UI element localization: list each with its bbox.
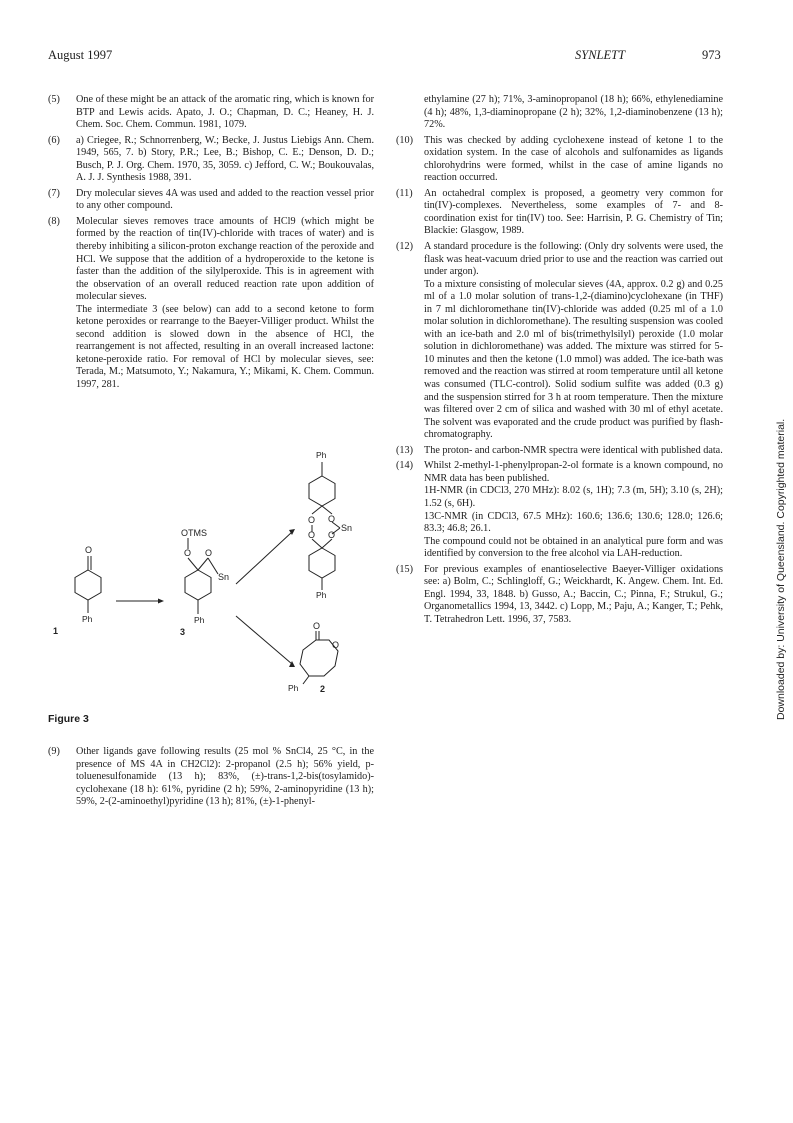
dimer-oxygen-label-c: O <box>308 530 316 540</box>
compound-3-oxygen-label-b: O <box>205 548 213 558</box>
compound-3-oxygen-label-a: O <box>184 548 192 558</box>
reference-text: Molecular sieves removes trace amounts of HCl9 (which might be formed by the reaction of tin(IV)-chloride with traces of water) and is thereby inhibiting a silicon-proton exchange reaction of the peroxide and HCl. We suppose that the addition of a hydroperoxide to the ketone is faster than the addition of the silylperoxide. This is in agreement with the observation of an overall reduced reaction rate upon addition of molecular sieves. <box>76 215 374 303</box>
compound-3-otms-label: OTMS <box>181 528 207 538</box>
right-column-references <box>396 94 723 629</box>
compound-2-phenyl-label: Ph <box>288 683 299 693</box>
left-column-references-continued <box>48 746 374 812</box>
reference-text: Other ligands gave following results (25 mol % SnCl4, 25 °C, in the presence of MS 4A in CH2Cl2): 2-propanol (2.5 h); 56% yield, p-toluenesulfonamide (13 h); 83%, (±)-trans-1,2-bis(tosylamido)-cyclohexane (18 h): 61%, pyridine (2 h); 59%, 2-aminopyridine (13 h); 59%, 2-(2-aminoethyl)pyridine (13 h); 81%, (±)-1-phenyl- <box>76 746 374 808</box>
reference-number: (5) <box>48 94 60 105</box>
dimer-tin-label: Sn <box>341 523 353 533</box>
reference-text: The intermediate 3 (see below) can add to a second ketone to form ketone peroxides or rearrange to the Baeyer-Villiger product. Whilst the second addition is slowed down in the absence of HCl, the rearrangement is not affected, resulting in an overall increased lactone: ketone-peroxide ratio. For removal of HCl by molecular sieves, see: Terada, M.; Matsumoto, Y.; Nakamura, Y.; Mikami, K. Chem. Commun. 1997, 281. <box>76 303 374 391</box>
peroxide-dimer-structure <box>309 462 340 590</box>
reference-number: (10) <box>396 134 413 146</box>
left-column-references <box>48 94 374 395</box>
reference-item <box>396 241 723 442</box>
reference-text: Whilst 2-methyl-1-phenylpropan-2-ol formate is a known compound, no NMR data has been published. <box>424 460 723 484</box>
compound-1-number: 1 <box>53 626 59 636</box>
compound-1-structure <box>75 556 101 613</box>
reference-text: The compound could not be obtained in an analytical pure form and was identified by conversion to the free alcohol via LAH-reduction. <box>424 535 723 560</box>
reference-text: To a mixture consisting of molecular sieves (4A, approx. 0.2 g) and 0.25 ml of a 1.0 molar solution of trans-1,2-(diamino)cyclohexane (in THF) in 7 ml dichloromethane tin(IV)-chloride was added (0.25 ml of a 1.0 molar solution in dichloromethane). The resulting suspension was cooled with an ice-bath and 2.0 ml of bis(trimethylsilyl) peroxide (1.0 molar solution in dichloromethane) was added. The mixture was stirred for 5-10 minutes and then the ketone (1.0 mmol) was added. The ice-bath was removed and the reaction was stirred at room temperature until all ketone was consumed (TLC-control). Solid sodium sulfite was added (0.3 g) and the suspension stirred for 3 h at room temperature. Then the mixture was filtered over 2 cm of silica and washed with 30 ml of ethyl acetate. The solvent was evaporated and the crude product was purified by flash-chromatography. <box>424 278 724 441</box>
dimer-top-phenyl-label: Ph <box>316 452 327 460</box>
compound-1-phenyl-label: Ph <box>82 614 93 624</box>
reference-number: (11) <box>396 187 413 199</box>
reaction-arrow-to-peroxide <box>236 532 292 584</box>
reference-item <box>48 135 374 185</box>
download-note: Downloaded by: University of Queensland. Copyrighted material. <box>775 418 787 720</box>
reference-text: Dry molecular sieves 4A was used and added to the reaction vessel prior to any other compound. <box>76 187 374 212</box>
reference-text: ethylamine (27 h); 71%, 3-aminopropanol (18 h); 66%, ethylenediamine (4 h); 48%, 1,3-diaminopropane (2 h); 32%, 1,2-diaminobenzene (13 h); 72%. <box>424 94 723 131</box>
dimer-oxygen-label-a: O <box>308 515 316 525</box>
reference-number: (12) <box>396 241 413 253</box>
compound-1-oxygen-label: O <box>85 545 93 555</box>
reference-item <box>48 746 374 809</box>
reference-text: A standard procedure is the following: (Only dry solvents were used, the flask was heat-vacuum dried prior to use and the reaction was carried out under argon). <box>424 241 723 278</box>
header-journal: SYNLETT <box>575 48 626 62</box>
compound-2-number: 2 <box>320 684 326 694</box>
reference-number: (8) <box>48 215 60 227</box>
reference-number: (15) <box>396 563 413 575</box>
reference-item <box>396 135 723 185</box>
compound-2-ring-oxygen-label: O <box>332 640 340 650</box>
reference-item <box>396 445 723 458</box>
dimer-oxygen-label-d: O <box>328 530 336 540</box>
reference-text: 1H-NMR (in CDCl3, 270 MHz): 8.02 (s, 1H); 7.3 (m, 5H); 3.10 (s, 2H); 1.52 (s, 6H). <box>424 485 723 509</box>
reference-number: (7) <box>48 187 60 199</box>
compound-2-carbonyl-oxygen-label: O <box>313 621 321 631</box>
reaction-arrow-to-lactone <box>236 616 292 664</box>
reference-item <box>396 94 723 132</box>
compound-3-phenyl-label: Ph <box>194 615 205 625</box>
reference-text: One of these might be an attack of the aromatic ring, which is known for BTP and Lewis acids. Apato, J. O.; Chapman, D. C.; Heaney, H. J. Chem. Soc. Chem. Commun. 1981, 1079. <box>76 94 374 131</box>
header-page-number: 973 <box>702 48 721 62</box>
figure-3-scheme <box>48 452 378 702</box>
compound-2-structure <box>300 631 338 684</box>
reference-number: (13) <box>396 444 413 456</box>
reference-item <box>48 216 374 392</box>
reference-number: (14) <box>396 460 413 472</box>
reference-text: For previous examples of enantioselective Baeyer-Villiger oxidations see: a) Bolm, C.; Schlingloff, G.; Weickhardt, K. Angew. Chem. Int. Ed. Engl. 1994, 33, 1848. b) Gusso, A.; Baccin, C.; Pinna, F.; Strukul, G.; Organometallics 1994, 13, 3442. c) Lopp, M.; Paju, A.; Kanger, T.; Pehk, T. Tetrahedron Lett. 1996, 37, 7583. <box>424 563 723 625</box>
reference-text: 13C-NMR (in CDCl3, 67.5 MHz): 160.6; 136.6; 130.6; 128.0; 126.6; 83.3; 46.8; 26.1. <box>424 510 723 535</box>
reference-text: The proton- and carbon-NMR spectra were identical with published data. <box>424 444 723 456</box>
compound-3-number: 3 <box>180 627 186 637</box>
dimer-oxygen-label-b: O <box>328 514 336 524</box>
reference-text: An octahedral complex is proposed, a geometry very common for tin(IV)-complexes. Nevertheless, some examples of 7- and 8-coordination exist for tin(IV) too. See: Harrisin, P. G. Chemistry of Tin; Blackie: Glasgow, 1989. <box>424 187 723 237</box>
reference-item <box>48 94 374 132</box>
reference-number: (9) <box>48 746 60 757</box>
reference-item <box>48 188 374 213</box>
figure-3-caption: Figure 3 <box>48 713 89 725</box>
compound-3-tin-label: Sn <box>218 572 230 582</box>
reference-item <box>396 188 723 238</box>
reference-number: (6) <box>48 134 60 146</box>
reference-text: a) Criegee, R.; Schnorrenberg, W.; Becke, J. Justus Liebigs Ann. Chem. 1949, 565, 7. b) Story, P.R.; Lee, B.; Bishop, C. E.; Denson, D. D.; Busch, P. J. Org. Chem. 1970, 35, 3059. c) Jefford, C. W.; Boukouvalas, A. J. J. Synthesis 1988, 391. <box>76 134 374 184</box>
reference-item <box>396 564 723 627</box>
dimer-bottom-phenyl-label: Ph <box>316 590 327 600</box>
reference-item <box>396 460 723 560</box>
header-date: August 1997 <box>48 48 113 62</box>
reference-text: This was checked by adding cyclohexene instead of ketone 1 to the oxidation system. In the case of alcohols and sulfonamides as ligands chlorohydrins were formed, whilst in the case of amine ligands no reaction occurred. <box>424 134 723 184</box>
